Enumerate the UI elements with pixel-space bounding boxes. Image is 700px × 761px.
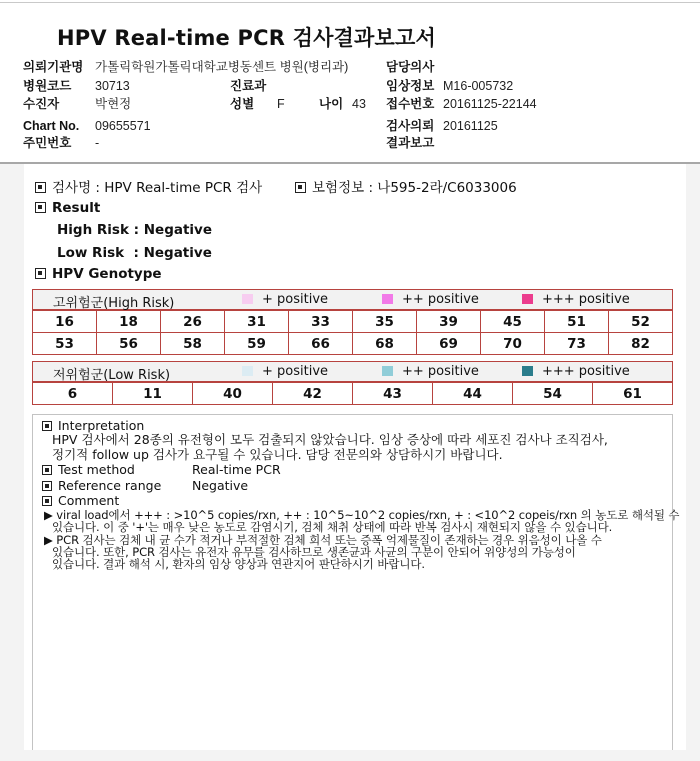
legend-label: + positive: [262, 364, 329, 379]
comment-heading: Comment: [58, 493, 120, 508]
chart-no-value: 09655571: [95, 119, 151, 133]
genotype-cell: 82: [609, 333, 673, 355]
comment-2-line-1: ▶ PCR 검사는 검체 내 균 수가 적거나 부적절한 검체 희석 또는 증폭 억제물질이 존재하는 경우 위음성이 나올 수: [44, 533, 602, 547]
genotype-cell: 39: [417, 311, 481, 333]
department-label: 진료과: [230, 79, 267, 93]
institution-label: 의뢰기관명: [23, 60, 84, 74]
result-heading-row: [35, 200, 100, 216]
receipt-no-label: 접수번호: [386, 97, 435, 111]
interpretation-line-2: 정기적 follow up 검사가 요구될 수 있습니다. 담당 전문의와 상담하시기 바랍니다.: [52, 447, 503, 462]
resident-no-label: 주민번호: [23, 136, 72, 150]
bullet-square-icon: [42, 481, 52, 491]
genotype-cell: 11: [113, 383, 193, 405]
reference-range-row: [42, 478, 161, 493]
low-risk-header: [32, 361, 673, 382]
resident-no-value: -: [95, 136, 100, 150]
genotype-cell: 66: [289, 333, 353, 355]
insurance-row: [295, 180, 517, 196]
legend-swatch: [242, 294, 253, 304]
genotype-cell: 54: [513, 383, 593, 405]
high-risk-label: 고위험군(High Risk): [53, 296, 175, 311]
genotype-cell: 69: [417, 333, 481, 355]
interpretation-line-1: HPV 검사에서 28종의 유전형이 모두 검출되지 않았습니다. 임상 증상에 따라 세포진 검사나 조직검사,: [52, 432, 608, 447]
genotype-cell: 61: [593, 383, 673, 405]
comment-1-line-1: ▶ viral load에서 +++ : >10^5 copies/rxn, ++ : 10^5~10^2 copies/rxn, + : <10^2 copeis/rxn 의 농도로 해석될 수: [44, 508, 680, 522]
legend-swatch: [522, 366, 533, 376]
genotype-cell: 59: [225, 333, 289, 355]
high-legend-plus3: [522, 292, 630, 307]
high-legend-plus2: [382, 292, 479, 307]
top-rule: [0, 2, 700, 3]
high-risk-result: High Risk : Negative: [57, 222, 212, 238]
sex-value: F: [277, 97, 285, 111]
bullet-square-icon: [42, 496, 52, 506]
left-margin-bar: [0, 164, 24, 761]
genotype-cell: 68: [353, 333, 417, 355]
test-method-label: Test method: [58, 462, 135, 477]
genotype-cell: 31: [225, 311, 289, 333]
table-row: [33, 333, 673, 355]
institution-value: 가톨릭학원가톨릭대학교병동센트 병원(병리과): [95, 60, 349, 74]
genotype-heading: HPV Genotype: [52, 266, 162, 282]
result-report-label: 결과보고: [386, 136, 435, 150]
genotype-cell: 18: [97, 311, 161, 333]
high-risk-grid: [32, 289, 673, 355]
genotype-cell: 73: [545, 333, 609, 355]
genotype-cell: 26: [161, 311, 225, 333]
test-method-value: Real-time PCR: [192, 462, 281, 477]
legend-swatch: [522, 294, 533, 304]
genotype-cell: 42: [273, 383, 353, 405]
genotype-cell: 43: [353, 383, 433, 405]
comment-2-line-3: 있습니다. 결과 해석 시, 환자의 임상 양상과 연관지어 판단하시기 바랍니다.: [52, 557, 425, 571]
legend-swatch: [382, 294, 393, 304]
age-label: 나이: [319, 97, 344, 111]
low-legend-plus2: [382, 364, 479, 379]
legend-swatch: [382, 366, 393, 376]
interpretation-heading: Interpretation: [58, 418, 145, 433]
low-risk-label: 저위험군(Low Risk): [53, 368, 171, 383]
genotype-cell: 53: [33, 333, 97, 355]
examinee-label: 수진자: [23, 97, 60, 111]
low-risk-grid: [32, 361, 673, 405]
bottom-margin-bar: [0, 750, 700, 761]
table-row: [33, 311, 673, 333]
genotype-cell: 16: [33, 311, 97, 333]
hospital-code-value: 30713: [95, 79, 130, 93]
right-margin-bar: [686, 164, 700, 761]
comment-heading-row: [42, 493, 119, 508]
high-risk-table: [32, 310, 673, 355]
examinee-value: 박현정: [95, 97, 132, 111]
high-risk-header: [32, 289, 673, 310]
test-name-row: [35, 180, 262, 196]
genotype-cell: 45: [481, 311, 545, 333]
header-divider: [0, 162, 700, 164]
legend-label: + positive: [262, 292, 329, 307]
clinical-info-label: 임상정보: [386, 79, 435, 93]
insurance-info: 보험정보 : 나595-2라/C6033006: [312, 180, 517, 196]
genotype-heading-row: [35, 266, 162, 282]
low-legend-plus3: [522, 364, 630, 379]
legend-label: ++ positive: [402, 292, 479, 307]
genotype-cell: 6: [33, 383, 113, 405]
age-value: 43: [352, 97, 366, 111]
legend-label: +++ positive: [542, 292, 630, 307]
receipt-no-value: 20161125-22144: [443, 97, 537, 111]
legend-label: +++ positive: [542, 364, 630, 379]
genotype-cell: 70: [481, 333, 545, 355]
genotype-cell: 35: [353, 311, 417, 333]
low-legend-plus: [242, 364, 328, 379]
reference-range-value: Negative: [192, 478, 249, 493]
genotype-cell: 58: [161, 333, 225, 355]
hospital-code-label: 병원코드: [23, 79, 72, 93]
interpretation-heading-row: [42, 418, 144, 433]
bullet-square-icon: [35, 268, 46, 279]
bullet-square-icon: [295, 182, 306, 193]
genotype-cell: 56: [97, 333, 161, 355]
sex-label: 성별: [230, 97, 255, 111]
clinical-info-value: M16-005732: [443, 79, 514, 93]
comment-1-line-2: 있습니다. 이 중 '+'는 매우 낮은 농도로 감염시기, 검체 채취 상태에 따라 반복 검사시 재현되지 않을 수 있습니다.: [52, 520, 613, 534]
chart-no-label: Chart No.: [23, 119, 80, 133]
table-row: [33, 383, 673, 405]
result-heading: Result: [52, 200, 101, 216]
genotype-cell: 40: [193, 383, 273, 405]
report-title: HPV Real-time PCR 검사결과보고서: [57, 26, 436, 50]
comment-2-line-2: 있습니다. 또한, PCR 검사는 유전자 유무를 검사하므로 생존균과 사균의 구분이 안되어 위양성의 가능성이: [52, 545, 576, 559]
genotype-cell: 51: [545, 311, 609, 333]
physician-label: 담당의사: [386, 60, 435, 74]
genotype-cell: 52: [609, 311, 673, 333]
bullet-square-icon: [42, 465, 52, 475]
high-legend-plus: [242, 292, 328, 307]
genotype-cell: 33: [289, 311, 353, 333]
legend-label: ++ positive: [402, 364, 479, 379]
test-name: 검사명 : HPV Real-time PCR 검사: [52, 180, 263, 196]
bullet-square-icon: [35, 182, 46, 193]
low-risk-result: Low Risk : Negative: [57, 245, 212, 261]
request-date-value: 20161125: [443, 119, 498, 133]
request-date-label: 검사의뢰: [386, 119, 435, 133]
bullet-square-icon: [42, 421, 52, 431]
low-risk-table: [32, 382, 673, 405]
reference-range-label: Reference range: [58, 478, 162, 493]
bullet-square-icon: [35, 202, 46, 213]
genotype-cell: 44: [433, 383, 513, 405]
legend-swatch: [242, 366, 253, 376]
test-method-row: [42, 462, 135, 477]
